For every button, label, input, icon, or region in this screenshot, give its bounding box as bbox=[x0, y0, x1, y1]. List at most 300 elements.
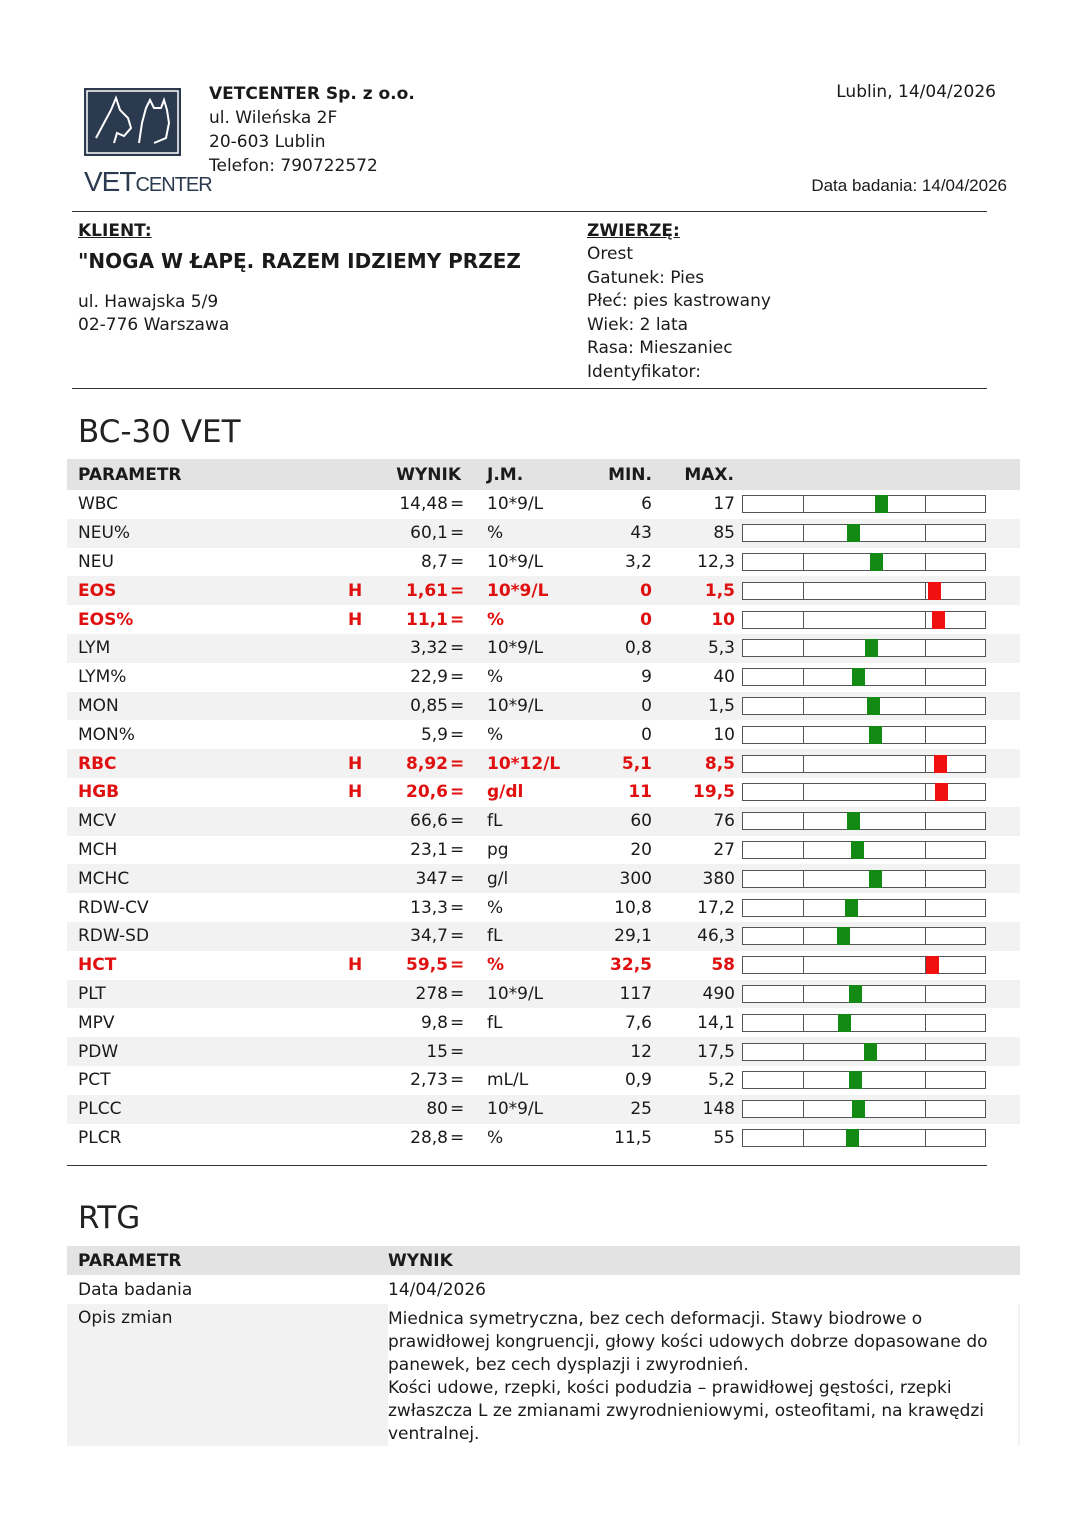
param-name: WBC bbox=[78, 494, 119, 515]
range-min-tick bbox=[803, 1101, 804, 1117]
exam-date: Data badania: 14/04/2026 bbox=[811, 176, 1007, 195]
animal-age: Wiek: 2 lata bbox=[587, 314, 689, 335]
min-value: 29,1 bbox=[614, 926, 652, 947]
max-value: 58 bbox=[711, 955, 735, 976]
range-max-tick bbox=[925, 640, 926, 656]
param-name: PLCR bbox=[78, 1127, 122, 1148]
range-bar bbox=[742, 495, 986, 513]
result-row bbox=[67, 836, 1020, 865]
animal-breed: Rasa: Mieszaniec bbox=[587, 338, 733, 358]
result-row bbox=[67, 807, 1020, 836]
range-marker bbox=[935, 783, 948, 801]
equals-sign: = bbox=[450, 667, 465, 688]
max-value: 40 bbox=[713, 667, 735, 688]
param-name: RDW-SD bbox=[78, 926, 150, 947]
result-row bbox=[67, 951, 1020, 980]
equals-sign: = bbox=[450, 1127, 465, 1148]
result-value: 3,32 bbox=[410, 638, 448, 659]
range-bar bbox=[742, 726, 986, 744]
param-name: MCHC bbox=[78, 868, 130, 889]
animal-sex: Płeć: pies kastrowany bbox=[587, 291, 771, 311]
client-street: ul. Hawajska 5/9 bbox=[78, 292, 219, 312]
param-name: MCV bbox=[78, 811, 117, 832]
range-min-tick bbox=[803, 842, 804, 858]
result-row bbox=[67, 576, 1020, 605]
unit: 10*9/L bbox=[487, 638, 544, 659]
result-value: 14,48 bbox=[399, 494, 448, 515]
unit: fL bbox=[487, 1012, 503, 1033]
range-max-tick bbox=[925, 525, 926, 541]
client-section bbox=[78, 221, 521, 337]
range-marker bbox=[869, 870, 882, 888]
range-bar bbox=[742, 899, 986, 917]
max-value: 10 bbox=[711, 609, 735, 630]
result-row bbox=[67, 692, 1020, 721]
col-unit: J.M. bbox=[487, 464, 524, 485]
flag: H bbox=[348, 609, 363, 630]
equals-sign: = bbox=[450, 983, 465, 1004]
bc30-table bbox=[67, 459, 1020, 1152]
equals-sign: = bbox=[450, 1099, 465, 1120]
result-row bbox=[67, 778, 1020, 807]
flag: H bbox=[348, 753, 363, 774]
max-value: 27 bbox=[713, 839, 735, 860]
range-max-tick bbox=[925, 1072, 926, 1088]
bc30-divider bbox=[67, 1165, 987, 1166]
col-param: PARAMETR bbox=[78, 464, 182, 485]
range-bar bbox=[742, 1129, 986, 1147]
equals-sign: = bbox=[450, 955, 465, 976]
dog-cat-icon bbox=[84, 88, 181, 156]
range-max-tick bbox=[925, 612, 926, 628]
rtg-col-param: PARAMETR bbox=[78, 1250, 182, 1271]
param-name: NEU bbox=[78, 551, 114, 572]
range-max-tick bbox=[925, 784, 926, 800]
min-value: 5,1 bbox=[621, 753, 652, 774]
place-date: Lublin, 14/04/2026 bbox=[836, 82, 996, 102]
unit: g/l bbox=[487, 868, 509, 889]
result-value: 80 bbox=[426, 1099, 448, 1120]
unit: g/dl bbox=[487, 782, 524, 803]
range-min-tick bbox=[803, 871, 804, 887]
param-name: MCH bbox=[78, 839, 118, 860]
range-bar bbox=[742, 927, 986, 945]
unit: % bbox=[487, 667, 504, 688]
equals-sign: = bbox=[450, 839, 465, 860]
param-name: PDW bbox=[78, 1041, 119, 1062]
range-marker bbox=[852, 1100, 865, 1118]
max-value: 8,5 bbox=[704, 753, 735, 774]
range-bar bbox=[742, 985, 986, 1003]
equals-sign: = bbox=[450, 1041, 465, 1062]
max-value: 17,2 bbox=[697, 897, 735, 918]
min-value: 0 bbox=[641, 695, 652, 716]
range-min-tick bbox=[803, 525, 804, 541]
unit: % bbox=[487, 955, 505, 976]
rtg-date-value: 14/04/2026 bbox=[388, 1279, 486, 1300]
range-max-tick bbox=[925, 496, 926, 512]
min-value: 12 bbox=[630, 1041, 652, 1062]
bc30-title: BC-30 VET bbox=[78, 414, 241, 450]
range-marker bbox=[867, 697, 880, 715]
animal-id: Identyfikator: bbox=[587, 361, 701, 382]
unit: % bbox=[487, 609, 505, 630]
range-max-tick bbox=[925, 871, 926, 887]
range-min-tick bbox=[803, 640, 804, 656]
range-marker bbox=[875, 495, 888, 513]
result-row bbox=[67, 1037, 1020, 1066]
min-value: 0 bbox=[640, 609, 652, 630]
max-value: 19,5 bbox=[693, 782, 735, 803]
range-max-tick bbox=[925, 1130, 926, 1146]
max-value: 148 bbox=[702, 1099, 735, 1120]
param-name: RDW-CV bbox=[78, 897, 149, 918]
result-value: 66,6 bbox=[410, 811, 448, 832]
unit: 10*9/L bbox=[487, 494, 544, 515]
max-value: 10 bbox=[713, 724, 735, 745]
param-name: EOS bbox=[78, 580, 117, 601]
range-max-tick bbox=[925, 669, 926, 685]
param-name: LYM% bbox=[78, 667, 127, 688]
max-value: 5,3 bbox=[707, 638, 735, 659]
result-row bbox=[67, 519, 1020, 548]
range-min-tick bbox=[803, 928, 804, 944]
param-name: MON bbox=[78, 695, 119, 716]
clinic-city: 20-603 Lublin bbox=[209, 132, 326, 152]
equals-sign: = bbox=[450, 638, 465, 659]
result-value: 60,1 bbox=[410, 523, 448, 544]
range-marker bbox=[847, 812, 860, 830]
client-city: 02-776 Warszawa bbox=[78, 315, 230, 335]
min-value: 0 bbox=[641, 724, 652, 745]
flag: H bbox=[348, 955, 363, 976]
unit: 10*9/L bbox=[487, 983, 544, 1004]
range-bar bbox=[742, 611, 986, 629]
unit: % bbox=[487, 897, 504, 918]
range-max-tick bbox=[925, 1044, 926, 1060]
unit: 10*9/L bbox=[487, 695, 544, 716]
range-bar bbox=[742, 1100, 986, 1118]
result-value: 59,5 bbox=[406, 955, 448, 976]
range-marker bbox=[928, 582, 941, 600]
range-marker bbox=[852, 668, 865, 686]
min-value: 20 bbox=[630, 839, 652, 860]
range-marker bbox=[849, 1071, 862, 1089]
unit: pg bbox=[487, 839, 509, 860]
max-value: 85 bbox=[713, 523, 735, 544]
equals-sign: = bbox=[450, 1012, 465, 1033]
rtg-col-result: WYNIK bbox=[388, 1250, 453, 1271]
equals-sign: = bbox=[450, 609, 465, 630]
result-row bbox=[67, 980, 1020, 1009]
range-max-tick bbox=[925, 900, 926, 916]
min-value: 11 bbox=[628, 782, 652, 803]
animal-species: Gatunek: Pies bbox=[587, 267, 705, 288]
equals-sign: = bbox=[450, 753, 465, 774]
range-bar bbox=[742, 956, 986, 974]
result-value: 2,73 bbox=[410, 1070, 448, 1091]
result-value: 11,1 bbox=[406, 609, 448, 630]
unit: fL bbox=[487, 926, 503, 947]
range-marker bbox=[849, 985, 862, 1003]
unit: 10*9/L bbox=[487, 580, 549, 601]
range-bar bbox=[742, 582, 986, 600]
param-name: PCT bbox=[78, 1070, 111, 1091]
param-name: PLCC bbox=[78, 1099, 122, 1120]
min-value: 117 bbox=[619, 983, 652, 1004]
result-row bbox=[67, 893, 1020, 922]
result-value: 8,7 bbox=[420, 551, 448, 572]
range-bar bbox=[742, 1043, 986, 1061]
rtg-table bbox=[67, 1246, 1020, 1446]
unit: mL/L bbox=[487, 1070, 529, 1091]
min-value: 10,8 bbox=[614, 897, 652, 918]
result-row bbox=[67, 548, 1020, 577]
result-row bbox=[67, 605, 1020, 634]
col-min: MIN. bbox=[608, 464, 652, 485]
range-marker bbox=[865, 639, 878, 657]
equals-sign: = bbox=[450, 868, 465, 889]
min-value: 300 bbox=[619, 868, 652, 889]
range-bar bbox=[742, 841, 986, 859]
equals-sign: = bbox=[450, 494, 465, 515]
min-value: 7,6 bbox=[624, 1012, 652, 1033]
max-value: 76 bbox=[713, 811, 735, 832]
range-bar bbox=[742, 668, 986, 686]
range-max-tick bbox=[925, 928, 926, 944]
min-value: 0,9 bbox=[624, 1070, 652, 1091]
max-value: 380 bbox=[702, 868, 735, 889]
client-label: KLIENT: bbox=[78, 221, 152, 241]
bc30-header-row bbox=[67, 459, 1020, 490]
range-marker bbox=[837, 927, 850, 945]
range-marker bbox=[932, 611, 945, 629]
result-value: 15 bbox=[426, 1041, 448, 1062]
animal-section bbox=[587, 221, 771, 384]
param-name: MPV bbox=[78, 1012, 115, 1033]
clinic-phone: Telefon: 790722572 bbox=[209, 156, 378, 176]
min-value: 6 bbox=[641, 494, 652, 515]
result-row bbox=[67, 749, 1020, 778]
range-bar bbox=[742, 870, 986, 888]
param-name: NEU% bbox=[78, 523, 131, 544]
range-min-tick bbox=[803, 756, 804, 772]
result-row bbox=[67, 634, 1020, 663]
animal-label: ZWIERZĘ: bbox=[587, 221, 680, 241]
param-name: RBC bbox=[78, 753, 117, 774]
range-min-tick bbox=[803, 727, 804, 743]
max-value: 1,5 bbox=[704, 580, 735, 601]
range-min-tick bbox=[803, 698, 804, 714]
range-bar bbox=[742, 812, 986, 830]
result-value: 23,1 bbox=[410, 839, 448, 860]
equals-sign: = bbox=[450, 782, 465, 803]
range-min-tick bbox=[803, 554, 804, 570]
result-value: 1,61 bbox=[406, 580, 448, 601]
result-value: 20,6 bbox=[406, 782, 448, 803]
logo-wordmark: VETCENTER bbox=[84, 166, 212, 197]
range-bar bbox=[742, 1014, 986, 1032]
range-marker bbox=[870, 553, 883, 571]
range-min-tick bbox=[803, 669, 804, 685]
vetcenter-logo bbox=[84, 88, 181, 156]
equals-sign: = bbox=[450, 523, 465, 544]
client-name: "NOGA W ŁAPĘ. RAZEM IDZIEMY PRZEZ bbox=[78, 249, 521, 273]
equals-sign: = bbox=[450, 897, 465, 918]
range-marker bbox=[838, 1014, 851, 1032]
min-value: 32,5 bbox=[610, 955, 652, 976]
range-min-tick bbox=[803, 496, 804, 512]
rtg-header-row bbox=[67, 1246, 1020, 1275]
equals-sign: = bbox=[450, 551, 465, 572]
range-bar bbox=[742, 783, 986, 801]
result-value: 13,3 bbox=[410, 897, 448, 918]
clinic-street: ul. Wileńska 2F bbox=[209, 108, 338, 128]
result-row bbox=[67, 490, 1020, 519]
col-max: MAX. bbox=[684, 464, 734, 485]
range-bar bbox=[742, 1071, 986, 1089]
range-marker bbox=[847, 524, 860, 542]
max-value: 14,1 bbox=[697, 1012, 735, 1033]
range-bar bbox=[742, 755, 986, 773]
max-value: 12,3 bbox=[697, 551, 735, 572]
clinic-name: VETCENTER Sp. z o.o. bbox=[209, 84, 415, 104]
bc30-rows bbox=[67, 490, 1020, 1152]
range-max-tick bbox=[925, 727, 926, 743]
col-result: WYNIK bbox=[396, 464, 461, 485]
result-row bbox=[67, 1124, 1020, 1153]
unit: 10*9/L bbox=[487, 1099, 544, 1120]
result-value: 0,85 bbox=[410, 695, 448, 716]
min-value: 9 bbox=[641, 667, 652, 688]
max-value: 1,5 bbox=[707, 695, 735, 716]
rtg-desc-value: Miednica symetryczna, bez cech deformacji. Stawy biodrowe o prawidłowej kongruencji, głowy kości udowych dobrze dopasowane do panewek, bez cech dysplazji i zwyrodnień. Kości udowe, rzepki, kości podudzia – prawidłowej gęstości, rzepki zwłaszcza L ze zmianami zwyrodnieniowymi, osteofitami, na krawędzi ventralnej. bbox=[388, 1304, 1018, 1446]
max-value: 55 bbox=[713, 1127, 735, 1148]
result-value: 28,8 bbox=[410, 1127, 448, 1148]
result-row bbox=[67, 720, 1020, 749]
range-max-tick bbox=[925, 756, 926, 772]
max-value: 490 bbox=[702, 983, 735, 1004]
param-name: MON% bbox=[78, 724, 135, 745]
range-min-tick bbox=[803, 612, 804, 628]
range-min-tick bbox=[803, 1015, 804, 1031]
min-value: 11,5 bbox=[614, 1127, 652, 1148]
rtg-desc-label: Opis zmian bbox=[78, 1308, 173, 1328]
range-max-tick bbox=[925, 842, 926, 858]
range-min-tick bbox=[803, 1072, 804, 1088]
result-row bbox=[67, 1066, 1020, 1095]
range-bar bbox=[742, 697, 986, 715]
unit: 10*9/L bbox=[487, 551, 544, 572]
result-value: 8,92 bbox=[406, 753, 448, 774]
equals-sign: = bbox=[450, 695, 465, 716]
rtg-date-row bbox=[67, 1275, 1020, 1304]
min-value: 3,2 bbox=[624, 551, 652, 572]
result-row bbox=[67, 663, 1020, 692]
param-name: HGB bbox=[78, 782, 120, 803]
range-max-tick bbox=[925, 554, 926, 570]
result-row bbox=[67, 1008, 1020, 1037]
min-value: 0,8 bbox=[624, 638, 652, 659]
rtg-desc-row bbox=[67, 1304, 1020, 1446]
param-name: LYM bbox=[78, 638, 111, 659]
equals-sign: = bbox=[450, 811, 465, 832]
range-max-tick bbox=[925, 1101, 926, 1117]
range-bar bbox=[742, 524, 986, 542]
flag: H bbox=[348, 580, 363, 601]
equals-sign: = bbox=[450, 926, 465, 947]
range-marker bbox=[864, 1043, 877, 1061]
animal-name: Orest bbox=[587, 244, 633, 264]
range-min-tick bbox=[803, 1130, 804, 1146]
result-row bbox=[67, 1095, 1020, 1124]
result-value: 278 bbox=[415, 983, 448, 1004]
range-marker bbox=[934, 755, 947, 773]
unit: fL bbox=[487, 811, 503, 832]
equals-sign: = bbox=[450, 724, 465, 745]
max-value: 46,3 bbox=[697, 926, 735, 947]
min-value: 60 bbox=[630, 811, 652, 832]
param-name: HCT bbox=[78, 955, 117, 976]
max-value: 5,2 bbox=[707, 1070, 735, 1091]
result-row bbox=[67, 864, 1020, 893]
range-min-tick bbox=[803, 583, 804, 599]
header-divider bbox=[72, 211, 987, 212]
max-value: 17,5 bbox=[697, 1041, 735, 1062]
clinic-info bbox=[209, 82, 415, 178]
min-value: 43 bbox=[630, 523, 652, 544]
result-value: 5,9 bbox=[420, 724, 448, 745]
range-marker bbox=[846, 1129, 859, 1147]
range-max-tick bbox=[925, 698, 926, 714]
range-min-tick bbox=[803, 957, 804, 973]
min-value: 0 bbox=[640, 580, 652, 601]
min-value: 25 bbox=[630, 1099, 652, 1120]
range-marker bbox=[926, 956, 939, 974]
rtg-title: RTG bbox=[78, 1200, 141, 1236]
rtg-date-label: Data badania bbox=[78, 1279, 193, 1300]
unit: % bbox=[487, 1127, 504, 1148]
range-min-tick bbox=[803, 1044, 804, 1060]
equals-sign: = bbox=[450, 1070, 465, 1091]
range-marker bbox=[845, 899, 858, 917]
range-max-tick bbox=[925, 1015, 926, 1031]
result-value: 347 bbox=[415, 868, 448, 889]
range-max-tick bbox=[925, 583, 926, 599]
range-bar bbox=[742, 639, 986, 657]
result-value: 22,9 bbox=[410, 667, 448, 688]
range-bar bbox=[742, 553, 986, 571]
max-value: 17 bbox=[713, 494, 735, 515]
unit: % bbox=[487, 724, 504, 745]
range-max-tick bbox=[925, 986, 926, 1002]
param-name: EOS% bbox=[78, 609, 134, 630]
equals-sign: = bbox=[450, 580, 465, 601]
range-min-tick bbox=[803, 784, 804, 800]
unit: 10*12/L bbox=[487, 753, 561, 774]
range-marker bbox=[869, 726, 882, 744]
range-min-tick bbox=[803, 813, 804, 829]
result-row bbox=[67, 922, 1020, 951]
result-value: 34,7 bbox=[410, 926, 448, 947]
range-marker bbox=[851, 841, 864, 859]
range-min-tick bbox=[803, 986, 804, 1002]
param-name: PLT bbox=[78, 983, 106, 1004]
client-divider bbox=[72, 388, 987, 389]
range-max-tick bbox=[925, 813, 926, 829]
flag: H bbox=[348, 782, 363, 803]
unit: % bbox=[487, 523, 504, 544]
